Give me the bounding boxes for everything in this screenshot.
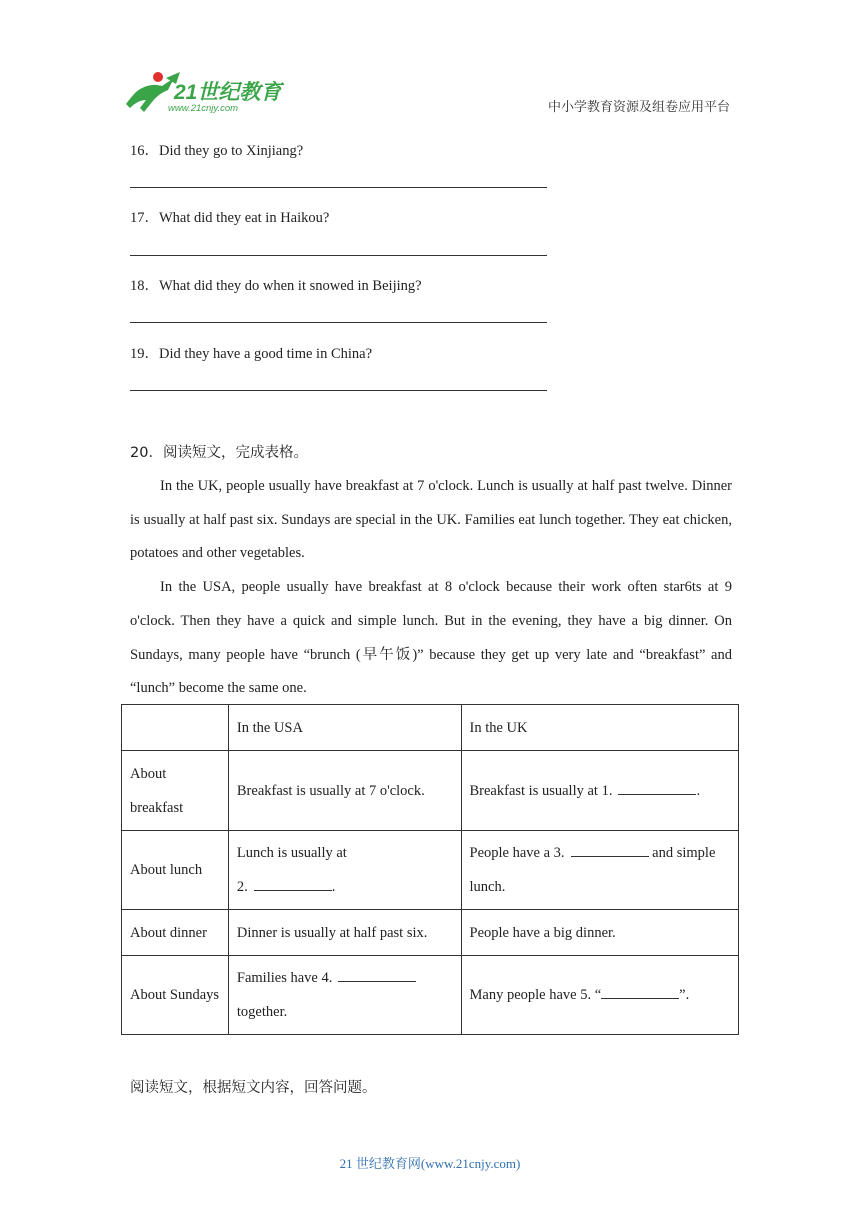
svg-text:www.21cnjy.com: www.21cnjy.com xyxy=(168,103,239,114)
row-label-dinner: About dinner xyxy=(122,910,229,956)
cell-uk-sundays xyxy=(461,956,739,1035)
fill-blank-1[interactable] xyxy=(618,779,696,795)
question-16 xyxy=(130,139,303,160)
table-row-dinner xyxy=(122,910,739,956)
reading-passage xyxy=(130,470,732,706)
cell-usa-sundays xyxy=(228,956,461,1035)
table-row-lunch xyxy=(122,831,739,910)
question-text: Did they have a good time in China? xyxy=(159,346,373,362)
cell-usa-breakfast: Breakfast is usually at 7 o'clock. xyxy=(228,751,461,831)
question-text: What did they do when it snowed in Beijing? xyxy=(159,278,422,294)
cell-text: Families have 4. xyxy=(236,970,333,986)
table-row-sundays xyxy=(122,956,739,1035)
fill-blank-2[interactable] xyxy=(254,876,332,892)
question-number: 18． xyxy=(130,278,159,294)
cell-uk-lunch xyxy=(461,831,739,910)
table-header-row xyxy=(122,705,739,751)
question-20-title: 20．阅读短文，完成表格。 xyxy=(130,445,308,461)
page-footer[interactable]: 21 世纪教育网(www.21cnjy.com) xyxy=(339,1156,521,1171)
cell-text: ”. xyxy=(679,987,690,1003)
table-corner-cell xyxy=(122,705,229,751)
cell-text: Breakfast is usually at 1. xyxy=(469,782,613,799)
question-17 xyxy=(130,206,329,227)
meal-comparison-table xyxy=(121,704,739,1035)
question-19 xyxy=(130,342,372,363)
answer-line-18[interactable] xyxy=(130,322,547,323)
cell-text: People have a 3. xyxy=(469,845,565,861)
fill-blank-4[interactable] xyxy=(338,967,416,983)
cell-usa-dinner: Dinner is usually at half past six. xyxy=(228,910,461,956)
cell-text: and simple lunch. xyxy=(469,845,716,895)
question-number: 16． xyxy=(130,143,159,159)
question-number: 19． xyxy=(130,346,159,362)
passage-paragraph-uk: In the UK, people usually have breakfast at 7 o'clock. Lunch is usually at half past twelve. Dinner is usually at half past six. Sundays are special in the UK. Families eat lunch together. They eat chicken, potatoes and other vegetables. xyxy=(130,478,732,562)
cell-usa-lunch xyxy=(228,831,461,910)
row-label-lunch: About lunch xyxy=(122,831,229,910)
question-number: 17． xyxy=(130,210,159,226)
column-header-usa: In the USA xyxy=(228,705,461,751)
table-row-breakfast xyxy=(122,751,739,831)
platform-tagline: 中小学教育资源及组卷应用平台 xyxy=(547,100,730,115)
answer-line-17[interactable] xyxy=(130,255,547,256)
svg-text:21世纪教育: 21世纪教育 xyxy=(174,81,282,104)
cell-text: Lunch is usually at xyxy=(236,845,347,861)
passage-paragraph-usa: In the USA, people usually have breakfast at 8 o'clock because their work often star6ts at 9 o'clock. Then they have a quick and simple lunch. But in the evening, they have a big dinner. On Sundays, many people have “brunch (早午饭)” because they get up very late and “breakfast” and “lunch” become the same one. xyxy=(130,579,732,697)
question-text: Did they go to Xinjiang? xyxy=(159,143,304,159)
column-header-uk: In the UK xyxy=(461,705,739,751)
fill-blank-3[interactable] xyxy=(571,842,649,858)
answer-line-19[interactable] xyxy=(130,390,547,391)
question-18 xyxy=(130,274,422,295)
cell-text: together. xyxy=(236,1004,288,1020)
answer-line-16[interactable] xyxy=(130,187,547,188)
page-header xyxy=(0,0,860,125)
cell-text: 2. xyxy=(236,879,248,895)
row-label-breakfast: About breakfast xyxy=(122,751,229,831)
question-text: What did they eat in Haikou? xyxy=(159,210,330,226)
cell-text: Many people have 5. “ xyxy=(469,987,602,1003)
fill-blank-5[interactable] xyxy=(601,984,679,1000)
site-logo xyxy=(122,68,292,114)
reading-instruction: 阅读短文，根据短文内容，回答问题。 xyxy=(130,1080,377,1096)
cell-uk-breakfast xyxy=(461,751,739,831)
cell-uk-dinner: People have a big dinner. xyxy=(461,910,739,956)
row-label-sundays: About Sundays xyxy=(122,956,229,1035)
cell-text: . xyxy=(331,879,336,895)
cell-text: . xyxy=(696,782,701,799)
